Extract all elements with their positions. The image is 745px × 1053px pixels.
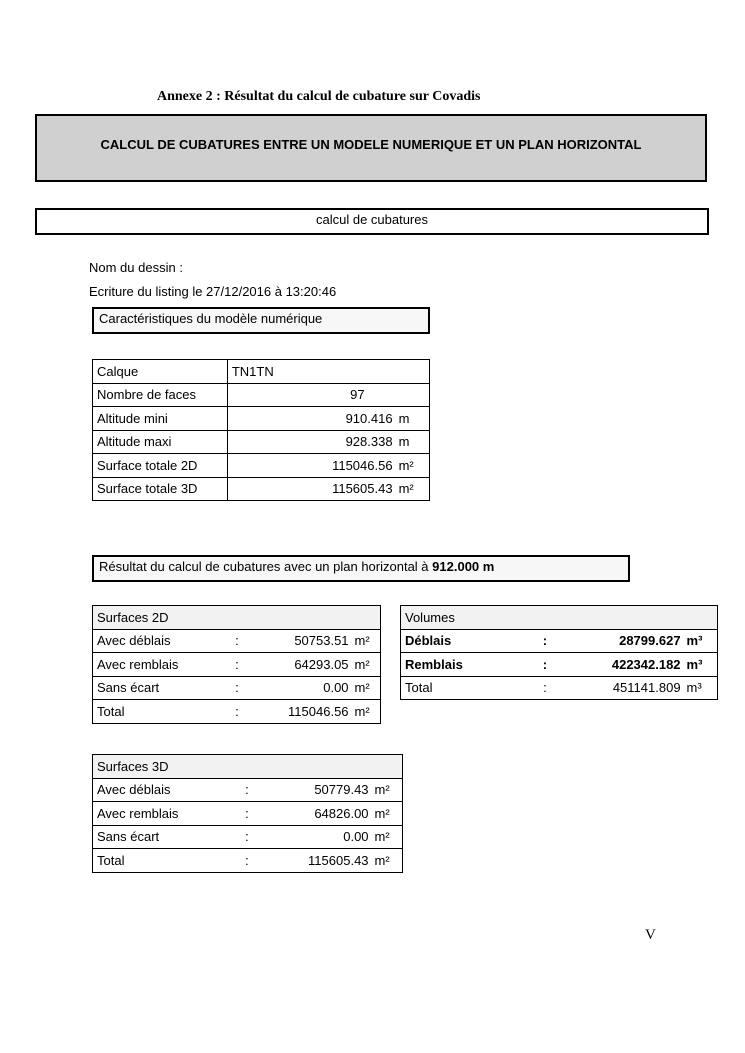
- row-label: Nombre de faces: [93, 383, 228, 407]
- row-label: Total: [93, 849, 238, 873]
- row-unit: m²: [373, 849, 403, 873]
- row-value: 115046.56: [227, 454, 396, 478]
- row-unit: m: [397, 430, 430, 454]
- row-unit: m²: [373, 778, 403, 802]
- row-unit: m³: [685, 629, 718, 653]
- page-number: V: [645, 927, 656, 943]
- row-sep: :: [237, 849, 257, 873]
- row-value: 115605.43: [227, 477, 396, 501]
- row-sep: :: [227, 629, 247, 653]
- main-title: CALCUL DE CUBATURES ENTRE UN MODELE NUMERIQUE ET UN PLAN HORIZONTAL: [100, 137, 642, 152]
- row-sep: :: [227, 676, 247, 700]
- row-label: Altitude mini: [93, 407, 228, 431]
- row-sep: :: [535, 653, 555, 677]
- table-row: [93, 360, 430, 384]
- main-title-banner: [35, 114, 707, 182]
- calque-value: TN1TN: [227, 360, 429, 384]
- table-row: [93, 629, 381, 653]
- row-value: 64826.00: [257, 802, 373, 826]
- row-unit: m: [397, 407, 430, 431]
- row-unit: m²: [397, 454, 430, 478]
- row-unit: m²: [373, 802, 403, 826]
- row-label: Déblais: [401, 629, 536, 653]
- row-unit: m²: [353, 700, 381, 724]
- table-row: [93, 700, 381, 724]
- listing-line: Ecriture du listing le 27/12/2016 à 13:20:46: [89, 284, 337, 299]
- model-table: [92, 359, 430, 501]
- table-row: [93, 802, 403, 826]
- surfaces-3d-table: [92, 754, 403, 873]
- row-unit: m²: [397, 477, 430, 501]
- table-row: [93, 825, 403, 849]
- surfaces-3d-title: Surfaces 3D: [93, 755, 403, 779]
- table-row: [93, 653, 381, 677]
- row-label: Avec déblais: [93, 629, 228, 653]
- surfaces-2d-table: [92, 605, 381, 724]
- row-value: 97: [227, 383, 396, 407]
- row-sep: :: [227, 653, 247, 677]
- table-row: [93, 407, 430, 431]
- row-value: 50753.51: [247, 629, 353, 653]
- row-unit: [397, 383, 430, 407]
- table-row: [93, 778, 403, 802]
- result-altitude: 912.000 m: [432, 559, 495, 574]
- row-unit: m³: [685, 676, 718, 700]
- row-label: Sans écart: [93, 825, 238, 849]
- row-value: 928.338: [227, 430, 396, 454]
- calque-label: Calque: [93, 360, 228, 384]
- section-title: calcul de cubatures: [315, 212, 428, 227]
- row-sep: :: [237, 802, 257, 826]
- row-sep: :: [237, 778, 257, 802]
- drawing-name-label: Nom du dessin :: [89, 260, 183, 275]
- row-sep: :: [227, 700, 247, 724]
- row-value: 115046.56: [247, 700, 353, 724]
- table-row: [93, 849, 403, 873]
- table-row: [93, 477, 430, 501]
- row-label: Avec déblais: [93, 778, 238, 802]
- row-unit: m²: [353, 653, 381, 677]
- surfaces-2d-title: Surfaces 2D: [93, 606, 381, 630]
- row-value: 50779.43: [257, 778, 373, 802]
- volumes-table: [400, 605, 718, 700]
- row-label: Total: [401, 676, 536, 700]
- row-label: Total: [93, 700, 228, 724]
- row-value: 910.416: [227, 407, 396, 431]
- table-row: [401, 676, 718, 700]
- table-row: [93, 676, 381, 700]
- volumes-title: Volumes: [401, 606, 718, 630]
- row-value: 28799.627: [555, 629, 685, 653]
- row-label: Altitude maxi: [93, 430, 228, 454]
- result-box: [92, 555, 630, 582]
- table-row: [93, 606, 381, 630]
- table-row: [401, 629, 718, 653]
- row-value: 0.00: [247, 676, 353, 700]
- row-value: 115605.43: [257, 849, 373, 873]
- row-unit: m²: [353, 629, 381, 653]
- row-sep: :: [535, 629, 555, 653]
- model-box-title: Caractéristiques du modèle numérique: [92, 307, 430, 334]
- row-label: Avec remblais: [93, 802, 238, 826]
- table-row: [401, 653, 718, 677]
- row-label: Surface totale 2D: [93, 454, 228, 478]
- row-label: Sans écart: [93, 676, 228, 700]
- row-value: 0.00: [257, 825, 373, 849]
- row-value: 64293.05: [247, 653, 353, 677]
- table-row: [93, 755, 403, 779]
- section-bar: [35, 208, 709, 235]
- row-label: Surface totale 3D: [93, 477, 228, 501]
- row-value: 422342.182: [555, 653, 685, 677]
- row-label: Avec remblais: [93, 653, 228, 677]
- table-row: [93, 430, 430, 454]
- row-sep: :: [237, 825, 257, 849]
- row-value: 451141.809: [555, 676, 685, 700]
- row-unit: m²: [373, 825, 403, 849]
- row-sep: :: [535, 676, 555, 700]
- table-row: [93, 383, 430, 407]
- annex-title: Annexe 2 : Résultat du calcul de cubature sur Covadis: [157, 89, 481, 104]
- row-unit: m²: [353, 676, 381, 700]
- table-row: [401, 606, 718, 630]
- row-label: Remblais: [401, 653, 536, 677]
- row-unit: m³: [685, 653, 718, 677]
- table-row: [93, 454, 430, 478]
- result-prefix: Résultat du calcul de cubatures avec un plan horizontal à: [99, 559, 433, 574]
